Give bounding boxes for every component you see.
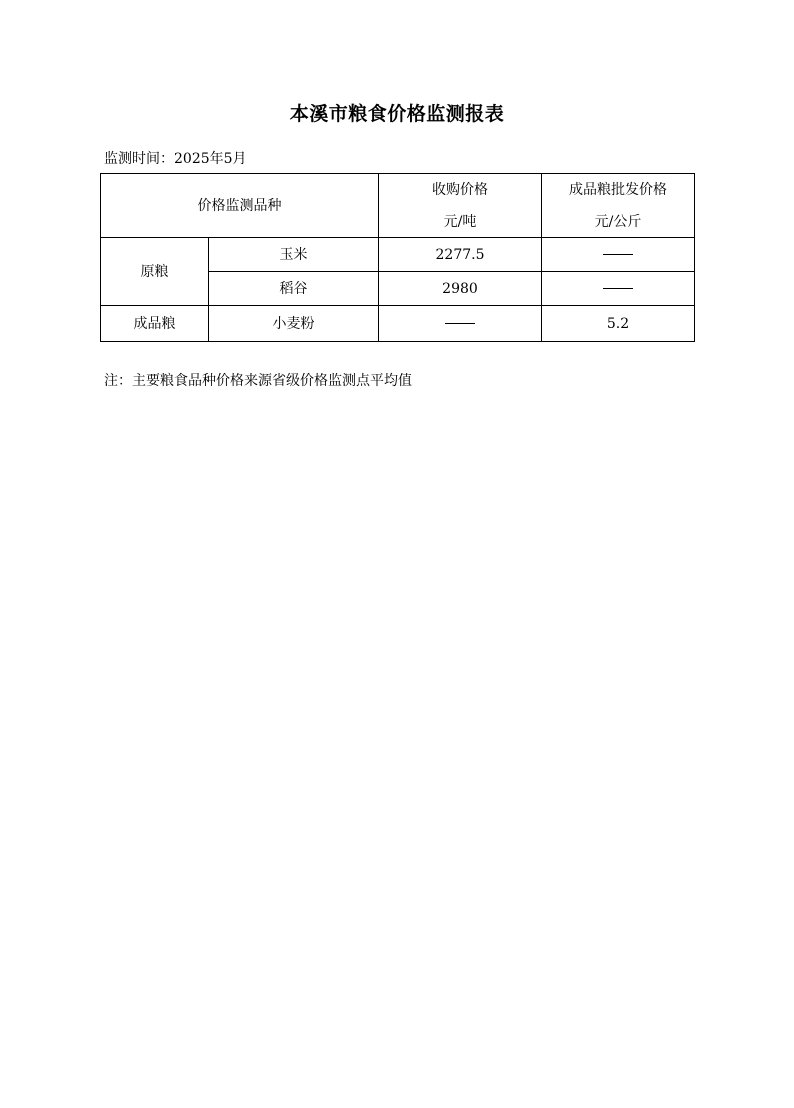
variety-cell: 小麦粉 <box>209 306 379 342</box>
variety-cell: 稻谷 <box>209 272 379 306</box>
category-cell: 成品粮 <box>101 306 209 342</box>
table-header-row <box>101 174 695 238</box>
empty-dash <box>603 288 633 289</box>
monitoring-period: 监测时间：2025年5月 <box>104 151 247 167</box>
header-wholesale-price-label: 成品粮批发价格 <box>569 181 667 198</box>
category-cell: 原粮 <box>101 238 209 306</box>
report-title: 本溪市粮食价格监测报表 <box>289 103 505 125</box>
table-row <box>101 306 695 342</box>
footnote: 注：主要粮食品种价格来源省级价格监测点平均值 <box>104 373 412 389</box>
header-purchase-price <box>379 174 542 238</box>
table-row <box>101 238 695 272</box>
variety-cell: 玉米 <box>209 238 379 272</box>
header-purchase-price-unit: 元/吨 <box>443 213 477 230</box>
empty-dash <box>445 323 475 324</box>
empty-dash <box>603 254 633 255</box>
price-table <box>100 173 695 342</box>
purchase-price-cell: 2980 <box>379 272 542 306</box>
header-variety: 价格监测品种 <box>101 174 379 238</box>
purchase-price-cell <box>379 306 542 342</box>
header-purchase-price-label: 收购价格 <box>432 181 488 198</box>
wholesale-price-cell: 5.2 <box>542 306 695 342</box>
wholesale-price-cell <box>542 238 695 272</box>
header-wholesale-price <box>542 174 695 238</box>
wholesale-price-cell <box>542 272 695 306</box>
purchase-price-cell: 2277.5 <box>379 238 542 272</box>
header-wholesale-price-unit: 元/公斤 <box>594 213 642 230</box>
